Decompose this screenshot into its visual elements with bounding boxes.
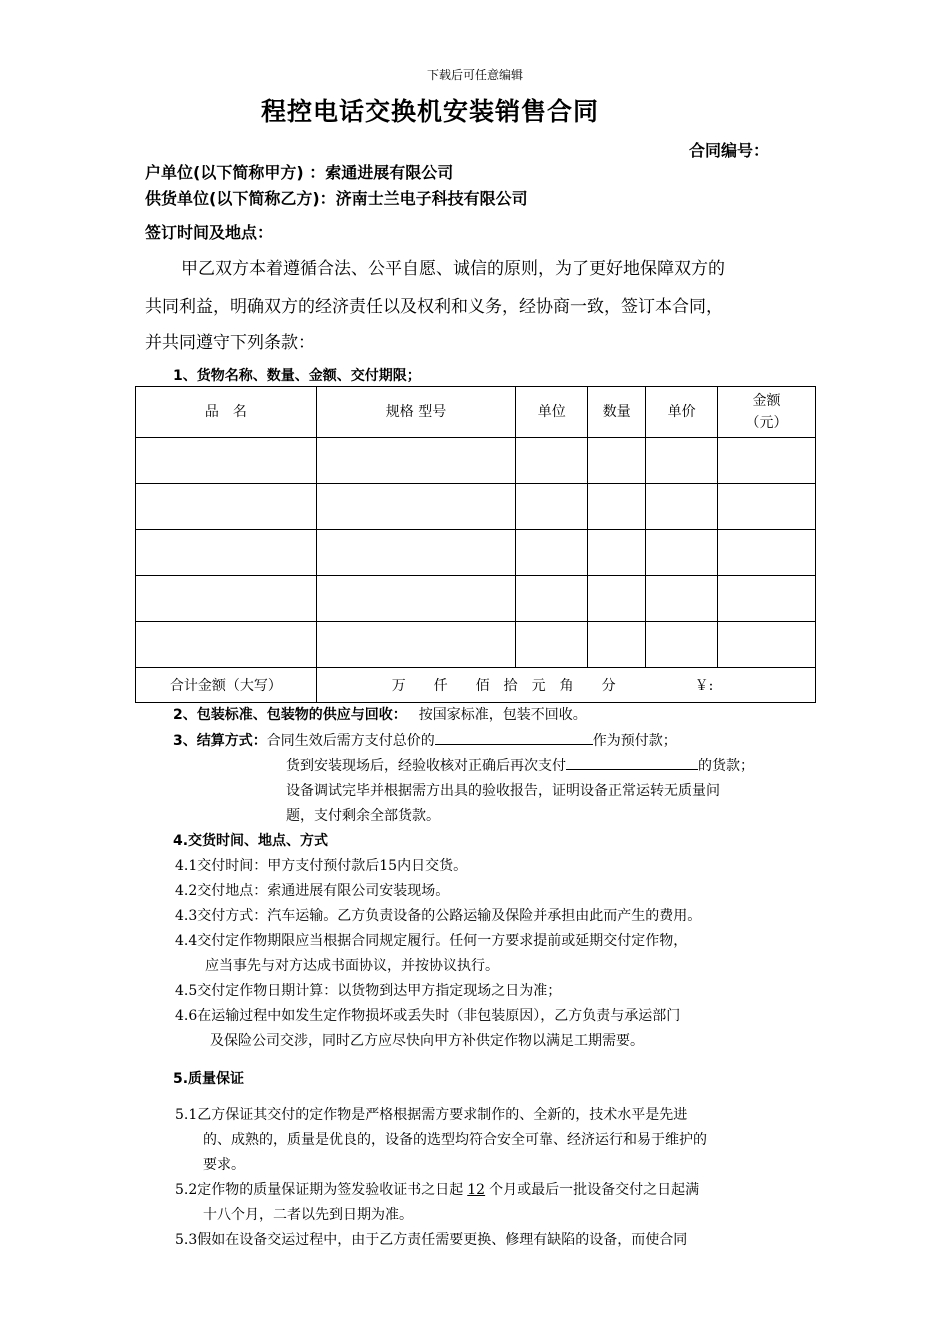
intro-line-1: 甲乙双方本着遵循合法、公平自愿、诚信的原则，为了更好地保障双方的	[181, 259, 725, 279]
second-payment-blank[interactable]	[566, 755, 698, 770]
amount-unit: （元）	[745, 415, 788, 431]
column-header-name: 品 名	[136, 387, 317, 438]
column-header-unit-price: 单价	[646, 387, 718, 438]
table-cell[interactable]	[718, 438, 816, 484]
table-cell[interactable]	[588, 484, 646, 530]
party-a: 户单位(以下简称甲方) ：索通进展有限公司	[145, 163, 454, 182]
total-units: 万 仟 佰 拾 元 角 分	[391, 678, 616, 694]
amount-label: 金额	[752, 393, 781, 409]
warranty-months[interactable]: 12	[467, 1182, 486, 1198]
table-cell[interactable]	[718, 484, 816, 530]
table-row	[136, 530, 816, 576]
total-amount-cell[interactable]	[316, 668, 815, 703]
table-cell[interactable]	[718, 576, 816, 622]
table-cell[interactable]	[516, 438, 588, 484]
column-header-quantity: 数量	[588, 387, 646, 438]
table-cell[interactable]	[718, 530, 816, 576]
table-row	[136, 576, 816, 622]
party-b: 供货单位(以下简称乙方)：济南士兰电子科技有限公司	[145, 189, 528, 208]
table-cell[interactable]	[516, 576, 588, 622]
contract-number-label: 合同编号：	[689, 141, 770, 160]
section-4-item-6b: 及保险公司交涉，同时乙方应尽快向甲方补供定作物以满足工期需要。	[210, 1033, 644, 1049]
section-5-item-1b: 的、成熟的，质量是优良的，设备的选型均符合安全可靠、经济运行和易于维护的	[203, 1132, 707, 1148]
goods-table	[135, 386, 816, 703]
section-3-line-4: 题，支付剩余全部货款。	[286, 808, 440, 824]
section-4-item-2: 4.2交付地点：索通进展有限公司安装现场。	[175, 883, 450, 899]
section-5-item-3: 5.3假如在设备交运过程中，由于乙方责任需要更换、修理有缺陷的设备，而使合同	[175, 1232, 688, 1248]
section-4-item-6a: 4.6在运输过程中如发生定作物损坏或丢失时（非包装原因），乙方负责与承运部门	[175, 1008, 681, 1024]
page-title: 程控电话交换机安装销售合同	[260, 97, 599, 126]
table-cell[interactable]	[516, 484, 588, 530]
column-header-unit: 单位	[516, 387, 588, 438]
section-2-text: 按国家标准，包装不回收。	[418, 707, 587, 723]
section-3-line-2	[286, 755, 754, 775]
prepayment-text: 合同生效后需方支付总价的	[266, 733, 435, 749]
warranty-suffix: 个月或最后一批设备交付之日起满	[489, 1182, 700, 1198]
prepayment-suffix: 作为预付款；	[592, 733, 677, 749]
table-cell[interactable]	[646, 576, 718, 622]
table-cell[interactable]	[646, 622, 718, 668]
second-payment-suffix: 的货款；	[698, 758, 754, 774]
table-cell[interactable]	[136, 530, 317, 576]
table-cell[interactable]	[316, 484, 516, 530]
table-cell[interactable]	[588, 576, 646, 622]
table-cell[interactable]	[646, 530, 718, 576]
section-5-item-2a	[175, 1179, 699, 1199]
table-row	[136, 438, 816, 484]
section-5-item-2b: 十八个月，二者以先到日期为准。	[203, 1207, 413, 1223]
table-row	[136, 622, 816, 668]
table-cell[interactable]	[316, 530, 516, 576]
table-cell[interactable]	[718, 622, 816, 668]
section-5-heading: 5.质量保证	[173, 1071, 245, 1087]
table-cell[interactable]	[136, 622, 317, 668]
table-cell[interactable]	[136, 484, 317, 530]
table-cell[interactable]	[588, 622, 646, 668]
table-row	[136, 484, 816, 530]
total-label: 合计金额（大写）	[136, 668, 317, 703]
table-cell[interactable]	[646, 484, 718, 530]
table-header-row	[136, 387, 816, 438]
column-header-amount	[718, 387, 816, 438]
table-cell[interactable]	[646, 438, 718, 484]
total-symbol: ￥:	[694, 678, 714, 694]
section-4-item-1: 4.1交付时间：甲方支付预付款后15内日交货。	[175, 858, 468, 874]
warranty-text: 5.2定作物的质量保证期为签发验收证书之日起	[175, 1182, 464, 1198]
header-note: 下载后可任意编辑	[426, 68, 523, 82]
column-header-spec: 规格 型号	[316, 387, 516, 438]
table-cell[interactable]	[136, 438, 317, 484]
section-4-item-5: 4.5交付定作物日期计算：以货物到达甲方指定现场之日为准；	[175, 983, 562, 999]
section-5-item-1a: 5.1乙方保证其交付的定作物是严格根据需方要求制作的、全新的，技术水平是先进	[175, 1107, 688, 1123]
section-3-line-3: 设备调试完毕并根据需方出具的验收报告，证明设备正常运转无质量问	[286, 783, 720, 799]
sign-time-place: 签订时间及地点：	[145, 223, 274, 242]
table-cell[interactable]	[516, 530, 588, 576]
second-payment-text: 货到安装现场后，经验收核对正确后再次支付	[286, 758, 566, 774]
section-5-item-1c: 要求。	[203, 1157, 245, 1173]
table-cell[interactable]	[588, 438, 646, 484]
intro-line-3: 并共同遵守下列条款：	[145, 333, 315, 353]
section-1-heading: 1、货物名称、数量、金额、交付期限；	[173, 368, 421, 384]
table-cell[interactable]	[516, 622, 588, 668]
section-4-item-4a: 4.4交付定作物期限应当根据合同规定履行。任何一方要求提前或延期交付定作物，	[175, 933, 688, 949]
section-4-item-4b: 应当事先与对方达成书面协议，并按协议执行。	[205, 958, 499, 974]
prepayment-blank[interactable]	[435, 730, 593, 745]
section-3-line-1	[173, 730, 677, 750]
section-2-heading: 2、包装标准、包装物的供应与回收：	[173, 707, 407, 723]
table-cell[interactable]	[588, 530, 646, 576]
table-cell[interactable]	[136, 576, 317, 622]
table-cell[interactable]	[316, 622, 516, 668]
section-4-item-3: 4.3交付方式：汽车运输。乙方负责设备的公路运输及保险并承担由此而产生的费用。	[175, 908, 702, 924]
intro-line-2: 共同利益，明确双方的经济责任以及权利和义务，经协商一致，签订本合同，	[145, 297, 723, 317]
total-row	[136, 668, 816, 703]
section-3-heading: 3、结算方式：	[173, 733, 267, 749]
section-4-heading: 4.交货时间、地点、方式	[173, 833, 329, 849]
table-cell[interactable]	[316, 438, 516, 484]
table-cell[interactable]	[316, 576, 516, 622]
section-2	[173, 704, 587, 724]
